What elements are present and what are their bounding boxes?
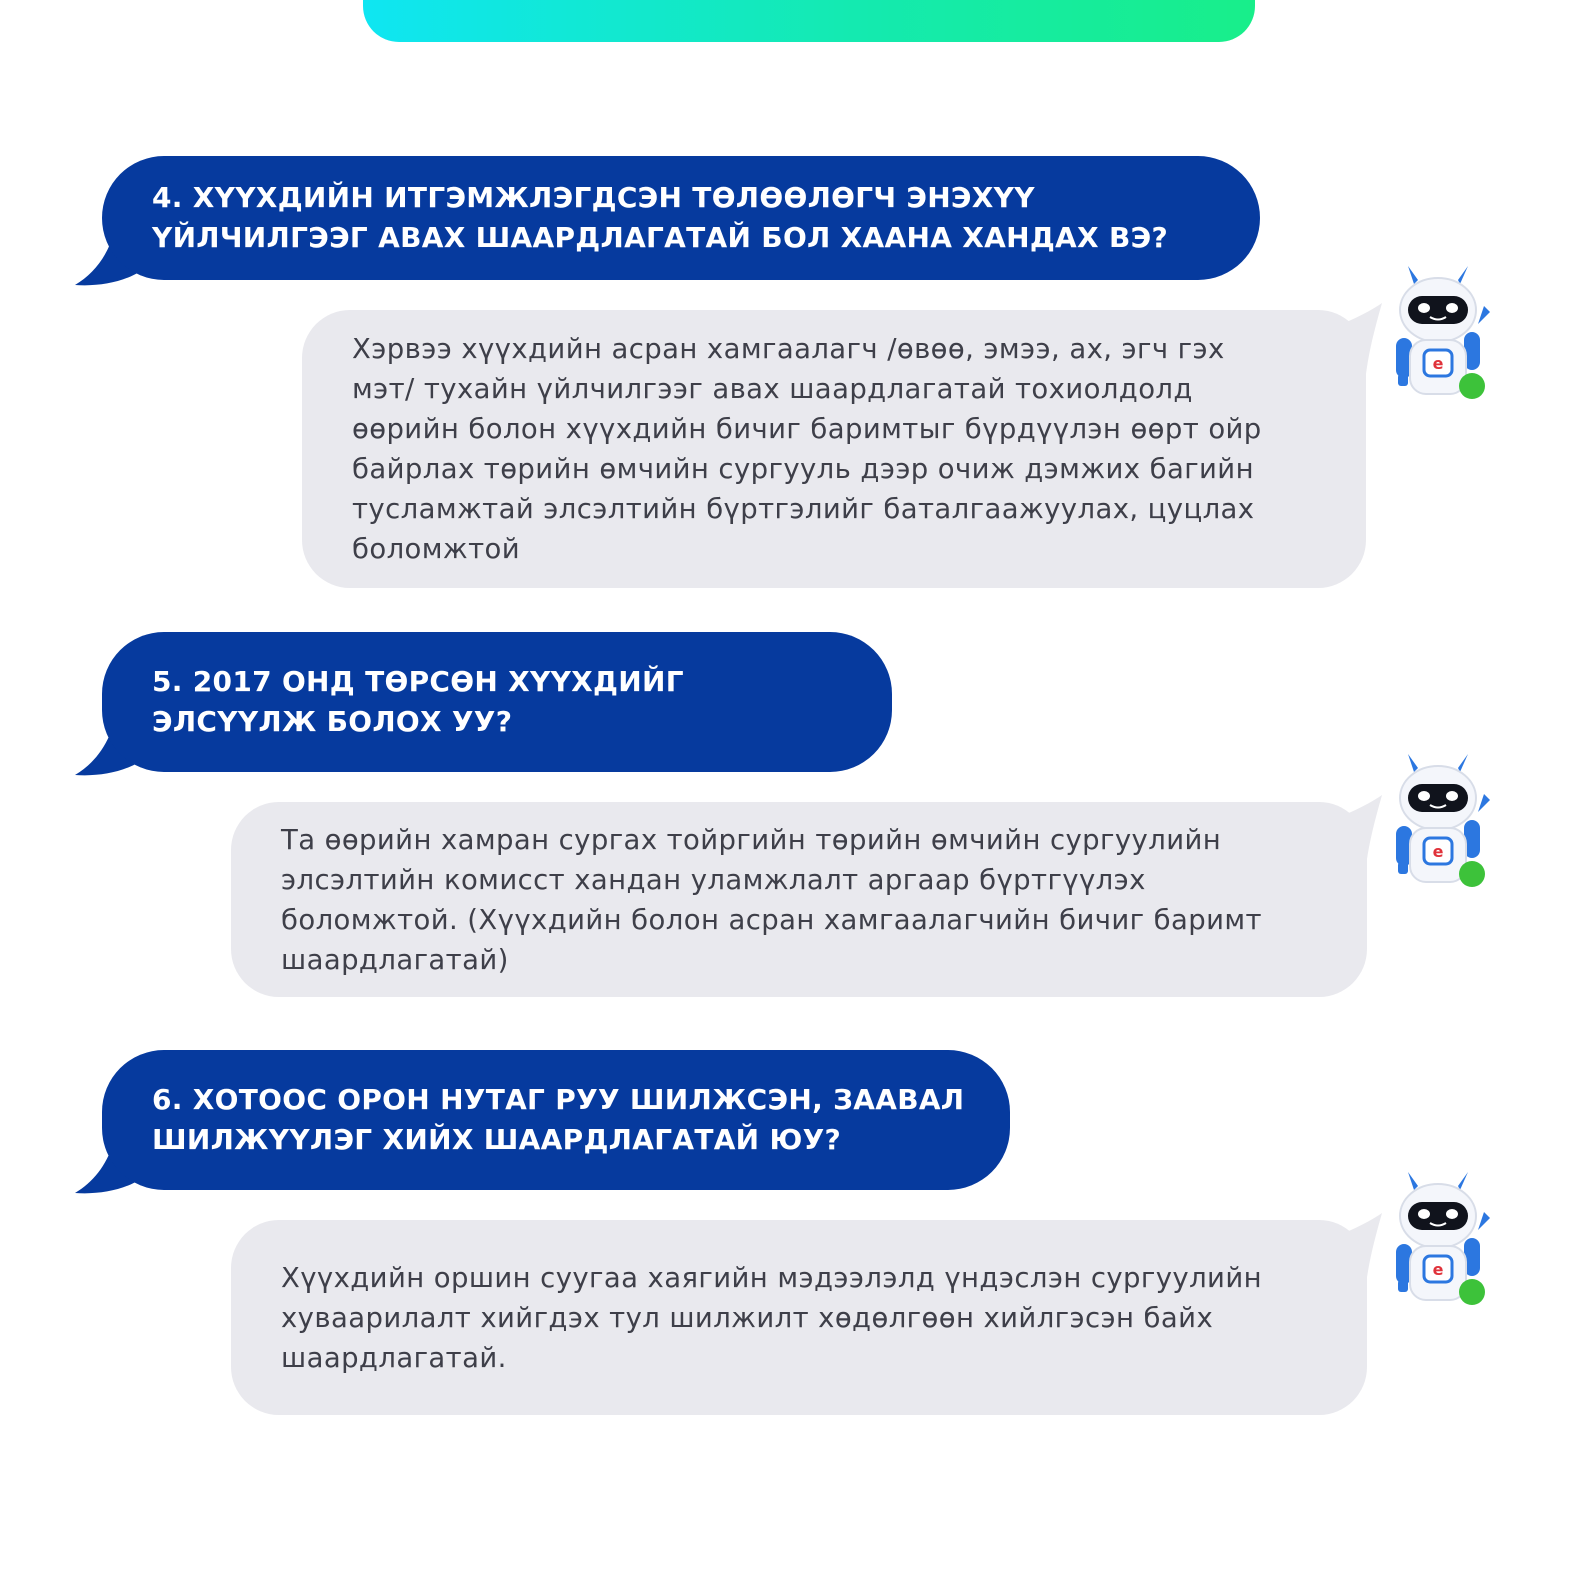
answer-bubble — [231, 802, 1367, 997]
svg-text:e: e — [1432, 354, 1444, 373]
svg-text:e: e — [1432, 1260, 1444, 1279]
question-text: 5. 2017 ОНД ТӨРСӨН ХҮҮХДИЙГ ЭЛСҮҮЛЖ БОЛОХ УУ? — [152, 665, 684, 738]
question-bubble — [102, 632, 892, 772]
question-text: 4. ХҮҮХДИЙН ИТГЭМЖЛЭГДСЭН ТӨЛӨӨЛӨГЧ ЭНЭХҮҮ ҮЙЛЧИЛГЭЭГ АВАХ ШААРДЛАГАТАЙ БОЛ ХААНА ХАНДАХ ВЭ? — [152, 181, 1169, 254]
answer-bubble — [302, 310, 1366, 588]
answer-bubble — [231, 1220, 1367, 1415]
robot-mascot-icon — [1378, 1168, 1498, 1308]
question-bubble — [102, 156, 1260, 280]
svg-text:e: e — [1432, 842, 1444, 861]
question-bubble — [102, 1050, 1010, 1190]
robot-mascot-icon — [1378, 750, 1498, 890]
robot-mascot-icon — [1378, 262, 1498, 402]
top-gradient-banner — [363, 0, 1255, 42]
answer-text: Хэрвээ хүүхдийн асран хамгаалагч /өвөө, эмээ, ах, эгч гэх мэт/ тухайн үйлчилгээг авах шаардлагатай тохиолдолд өөрийн болон хүүхдийн бичиг баримтыг бүрдүүлэн өөрт ойр байрлах төрийн өмчийн сургууль дээр очиж дэмжих багийн тусламжтай элсэлтийн бүртгэлийг баталгаажуулах, цуцлах боломжтой — [352, 333, 1262, 565]
answer-text: Хүүхдийн оршин суугаа хаягийн мэдээлэлд үндэслэн сургуулийн хуваарилалт хийгдэх тул шилжилт хөдөлгөөн хийлгэсэн байх шаардлагатай. — [281, 1261, 1262, 1374]
question-text: 6. ХОТООС ОРОН НУТАГ РУУ ШИЛЖСЭН, ЗААВАЛ ШИЛЖҮҮЛЭГ ХИЙХ ШААРДЛАГАТАЙ ЮУ? — [152, 1083, 965, 1156]
answer-text: Та өөрийн хамран сургах тойргийн төрийн өмчийн сургуулийн элсэлтийн комисст хандан уламжлалт аргаар бүртгүүлэх боломжтой. (Хүүхдийн болон асран хамгаалагчийн бичиг баримт шаардлагатай) — [281, 823, 1262, 976]
